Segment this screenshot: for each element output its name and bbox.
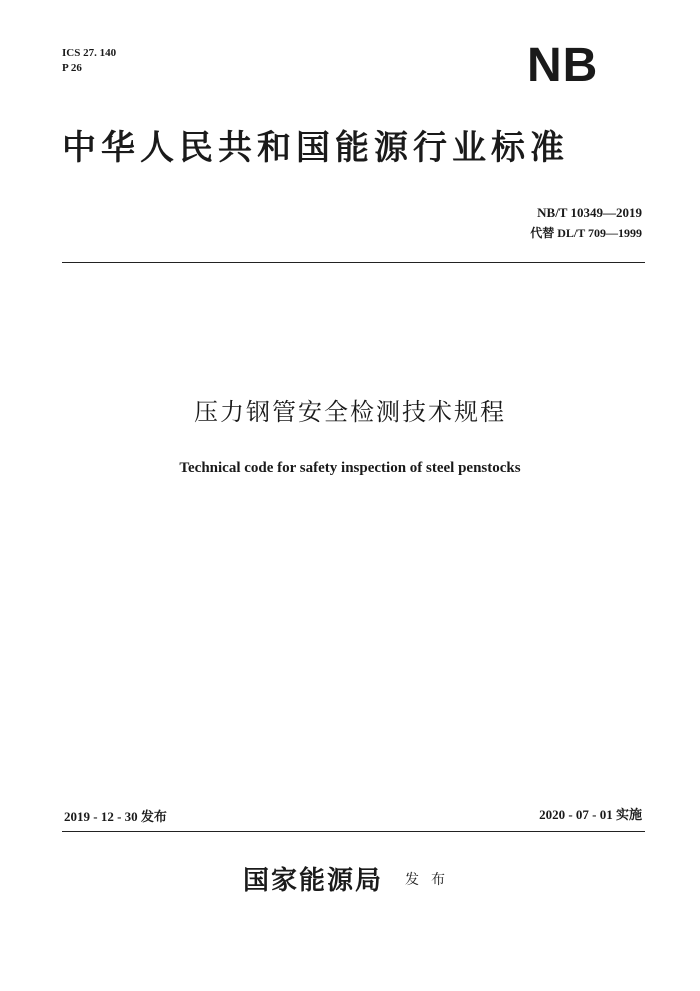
header-divider: [62, 262, 645, 263]
standard-category-title: 中华人民共和国能源行业标准: [62, 128, 569, 168]
ccs-code: P 26: [62, 62, 82, 74]
publisher-block: [0, 860, 700, 897]
footer-divider: [62, 831, 645, 832]
classification-codes: [62, 46, 116, 76]
standard-number: NB/T 10349—2019: [537, 205, 642, 220]
document-title-cn: 压力钢管安全检测技术规程: [194, 398, 506, 426]
standard-number-block: [530, 203, 642, 243]
issue-date: 2019 - 12 - 30 发布: [64, 809, 167, 824]
implementation-date: 2020 - 07 - 01 实施: [539, 807, 642, 822]
document-title-en: Technical code for safety inspection of steel penstocks: [179, 460, 521, 476]
publisher-verb: 发布: [405, 871, 457, 888]
replaces-standard: 代替 DL/T 709—1999: [530, 226, 642, 240]
publisher-org: 国家能源局: [242, 866, 383, 896]
nb-logo: NB: [527, 39, 599, 92]
ics-code: ICS 27. 140: [62, 47, 117, 59]
